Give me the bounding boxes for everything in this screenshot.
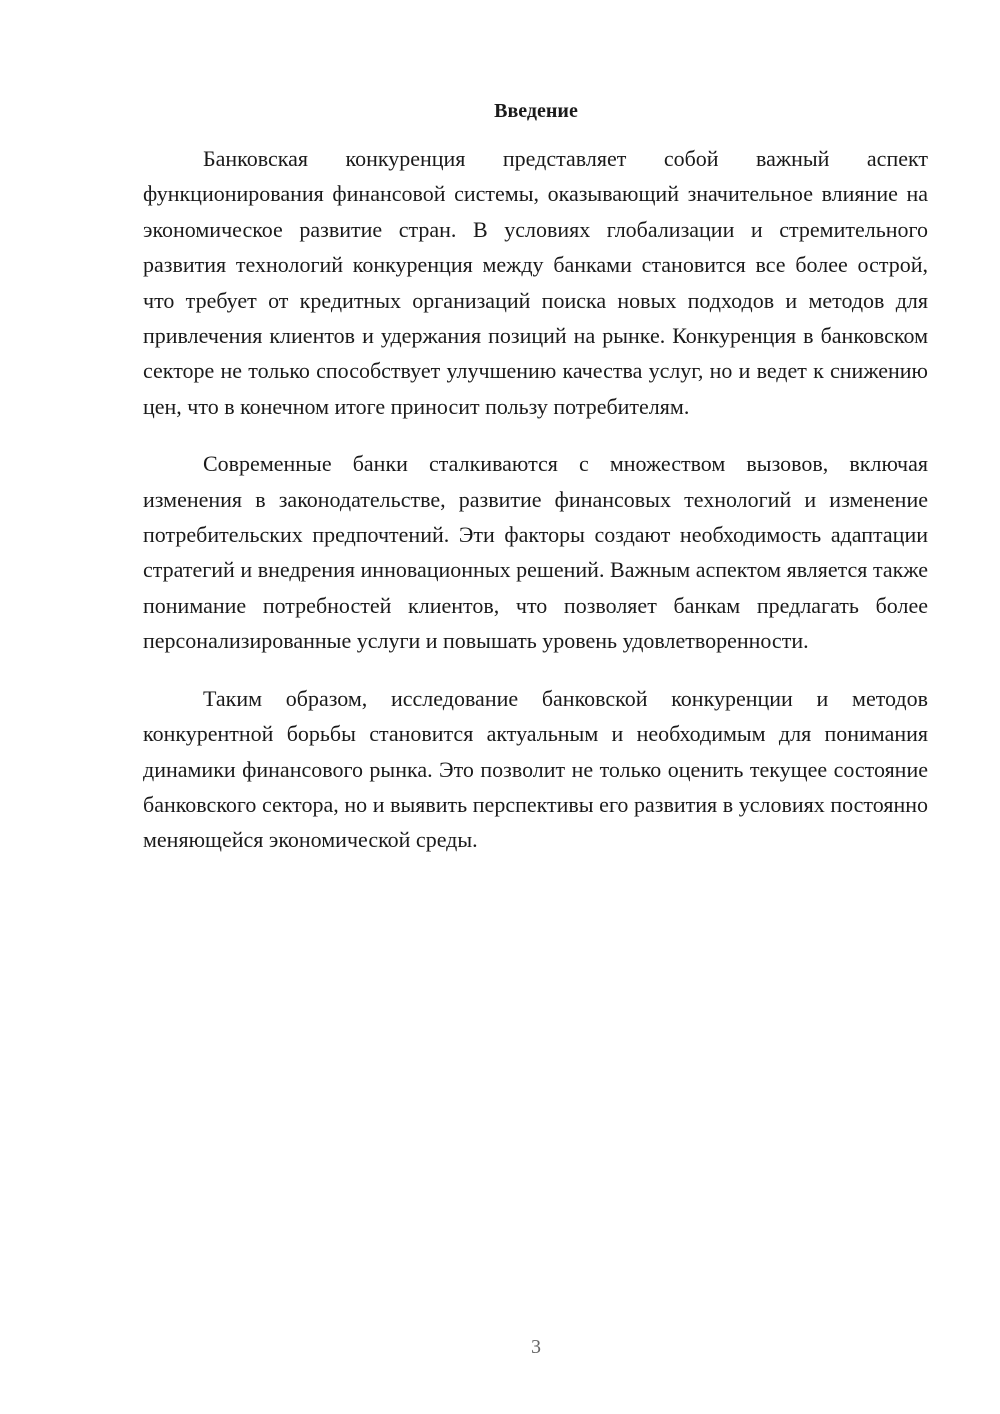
paragraph-1: Банковская конкуренция представляет собой важный аспект функционирования финансовой системы, оказывающий значительное влияние на экономическое развитие стран. В условиях глобализации и стремительного развития технологий конкуренция между банками становится все более острой, что требует от кредитных организаций поиска новых подходов и методов для привлечения клиентов и удержания позиций на рынке. Конкуренция в банковском секторе не только способствует улучшению качества услуг, но и ведет к снижению цен, что в конечном итоге приносит пользу потребителям. <box>143 146 928 419</box>
section-heading: Введение <box>494 100 578 122</box>
paragraph-2: Современные банки сталкиваются с множеством вызовов, включая изменения в законодательстве, развитие финансовых технологий и изменение потребительских предпочтений. Эти факторы создают необходимость адаптации стратегий и внедрения инновационных решений. Важным аспектом является также понимание потребностей клиентов, что позволяет банкам предлагать более персонализированные услуги и повышать уровень удовлетворенности. <box>143 451 928 654</box>
page-number: 3 <box>531 1336 541 1358</box>
document-body <box>143 141 928 880</box>
paragraph-3: Таким образом, исследование банковской конкуренции и методов конкурентной борьбы становится актуальным и необходимым для понимания динамики финансового рынка. Это позволит не только оценить текущее состояние банковского сектора, но и выявить перспективы его развития в условиях постоянно меняющейся экономической среды. <box>143 685 928 853</box>
